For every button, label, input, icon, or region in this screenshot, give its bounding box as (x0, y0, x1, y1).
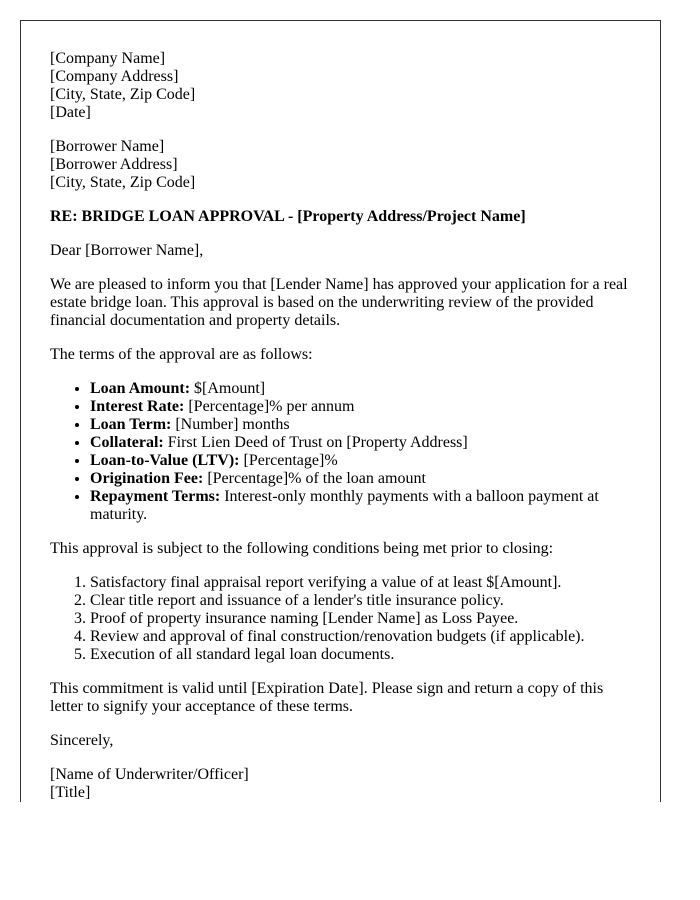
term-value: Interest-only monthly payments with a balloon payment at maturity. (90, 488, 599, 523)
condition-item: 4. Review and approval of final construction/renovation budgets (if applicable). (90, 628, 640, 646)
term-label: Collateral: (90, 434, 164, 451)
letter-page (20, 20, 661, 802)
recipient-city-state-zip: [City, State, Zip Code] (50, 174, 196, 191)
sender-city-state-zip: [City, State, Zip Code] (50, 86, 196, 103)
intro-paragraph: We are pleased to inform you that [Lender Name] has approved your application for a real estate bridge loan. This approval is based on the underwriting review of the provided financial documentation and property details. (50, 276, 628, 329)
closing-conditions-list (50, 574, 640, 664)
sign-off: Sincerely, (50, 732, 114, 749)
term-item-loan-term (90, 416, 640, 434)
sender-company-name: [Company Name] (50, 50, 166, 67)
recipient-borrower-name: [Borrower Name] (50, 138, 165, 155)
term-label: Loan Amount: (90, 380, 191, 397)
signature-block (50, 766, 640, 802)
recipient-borrower-address: [Borrower Address] (50, 156, 178, 173)
term-value: [Percentage]% per annum (184, 398, 355, 415)
term-item-origination-fee (90, 470, 640, 488)
term-item-interest-rate (90, 398, 640, 416)
condition-item: 5. Execution of all standard legal loan documents. (90, 646, 640, 664)
letter-content (50, 50, 640, 802)
term-value: First Lien Deed of Trust on [Property Address] (163, 434, 468, 451)
term-label: Interest Rate: (90, 398, 185, 415)
term-label: Loan-to-Value (LTV): (90, 452, 240, 469)
term-value: [Percentage]% (239, 452, 338, 469)
signatory-title: [Title] (50, 784, 91, 801)
term-value: [Number] months (171, 416, 290, 433)
terms-intro: The terms of the approval are as follows: (50, 346, 313, 363)
sender-company-address: [Company Address] (50, 68, 179, 85)
condition-item: 2. Clear title report and issuance of a lender's title insurance policy. (90, 592, 640, 610)
subject-line: RE: BRIDGE LOAN APPROVAL - [Property Address/Project Name] (50, 208, 526, 225)
condition-item: 1. Satisfactory final appraisal report verifying a value of at least $[Amount]. (90, 574, 640, 592)
loan-terms-list (50, 380, 640, 524)
term-item-repayment-terms (90, 488, 640, 524)
term-item-ltv (90, 452, 640, 470)
recipient-address-block (50, 138, 640, 192)
salutation: Dear [Borrower Name], (50, 242, 204, 259)
conditions-intro: This approval is subject to the following conditions being met prior to closing: (50, 540, 554, 557)
signatory-name: [Name of Underwriter/Officer] (50, 766, 249, 783)
term-item-collateral (90, 434, 640, 452)
term-item-loan-amount (90, 380, 640, 398)
term-value: $[Amount] (190, 380, 266, 397)
term-label: Loan Term: (90, 416, 172, 433)
closing-paragraph: This commitment is valid until [Expiration Date]. Please sign and return a copy of this letter to signify your acceptance of these terms. (50, 680, 604, 715)
condition-item: 3. Proof of property insurance naming [Lender Name] as Loss Payee. (90, 610, 640, 628)
term-label: Origination Fee: (90, 470, 204, 487)
term-label: Repayment Terms: (90, 488, 221, 505)
letter-date: [Date] (50, 104, 91, 121)
term-value: [Percentage]% of the loan amount (203, 470, 426, 487)
sender-address-block (50, 50, 640, 122)
